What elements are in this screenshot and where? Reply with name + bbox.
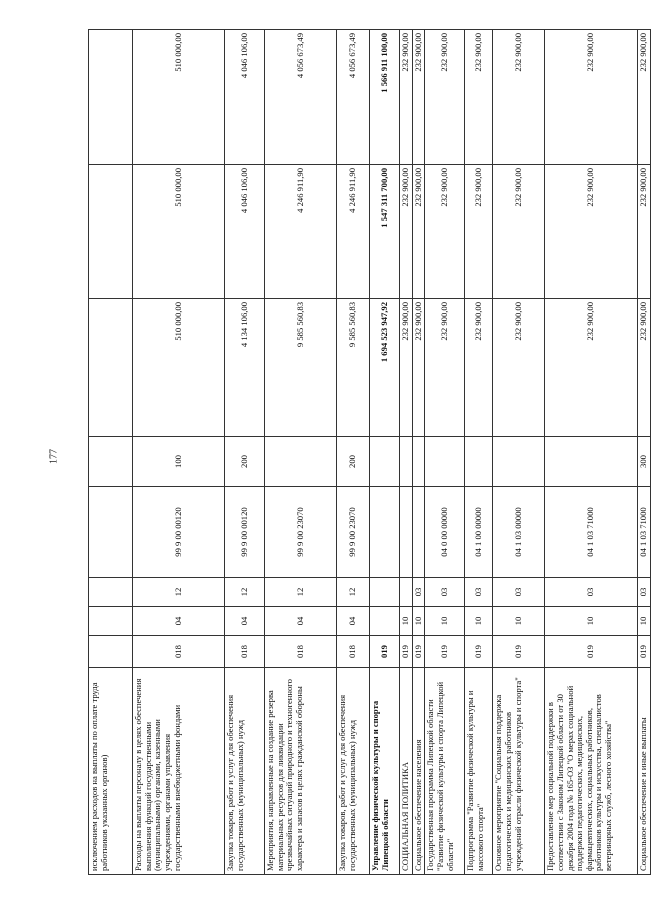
cell-amount-year3: 510 000,00 (133, 30, 225, 165)
cell-expense-type (493, 437, 545, 487)
cell-target-article (370, 487, 400, 578)
cell-amount-year1: 9 585 560,83 (337, 299, 370, 437)
cell-name: СОЦИАЛЬНАЯ ПОЛИТИКА (400, 668, 413, 875)
cell-name: Предоставление мер социальной поддержки в соответствии с Законом Липецкой области от 30 декабря 2004 года № 165-ОЗ "О мерах социальной поддержки педагогических, медицинских, фармацевтических, социальных работников, работников культуры и искусства, специалистов ветеринарных служб, лесного хозяйства" (545, 668, 638, 875)
cell-expense-type (89, 437, 133, 487)
cell-target-article: 04 1 03 71000 (545, 487, 638, 578)
cell-amount-year1: 1 694 523 947,92 (370, 299, 400, 437)
cell-ministry-code: 018 (337, 636, 370, 668)
cell-ministry-code: 019 (545, 636, 638, 668)
cell-name: Закупка товаров, работ и услуг для обеспечения государственных (муниципальных) нужд (337, 668, 370, 875)
cell-name: Мероприятия, направленные на создание резерва материальных ресурсов для ликвидации чрезвычайных ситуаций природного и техногенного характера и запасов в целях гражданской обороны (265, 668, 337, 875)
table-row (265, 30, 337, 875)
cell-amount-year3: 4 056 673,49 (337, 30, 370, 165)
cell-ministry-code: 019 (412, 636, 425, 668)
cell-amount-year3: 4 046 106,00 (225, 30, 265, 165)
table-row (638, 30, 651, 875)
cell-section: 10 (638, 607, 651, 636)
cell-expense-type (370, 437, 400, 487)
cell-ministry-code: 019 (400, 636, 413, 668)
cell-amount-year3: 232 900,00 (493, 30, 545, 165)
cell-target-article: 04 1 03 71000 (638, 487, 651, 578)
cell-amount-year3: 4 056 673,49 (265, 30, 337, 165)
cell-amount-year3: 232 900,00 (400, 30, 413, 165)
cell-ministry-code: 018 (225, 636, 265, 668)
cell-section: 10 (425, 607, 465, 636)
cell-amount-year2: 232 900,00 (465, 165, 493, 299)
cell-subsection: 03 (425, 578, 465, 607)
cell-expense-type (400, 437, 413, 487)
table-row (370, 30, 400, 875)
cell-amount-year1: 232 900,00 (545, 299, 638, 437)
table-row (400, 30, 413, 875)
cell-amount-year1: 232 900,00 (465, 299, 493, 437)
cell-subsection (400, 578, 413, 607)
cell-amount-year1 (89, 299, 133, 437)
cell-ministry-code: 019 (425, 636, 465, 668)
cell-amount-year2: 232 900,00 (425, 165, 465, 299)
cell-amount-year2: 510 000,00 (133, 165, 225, 299)
table-row (337, 30, 370, 875)
cell-section: 04 (225, 607, 265, 636)
cell-amount-year3 (89, 30, 133, 165)
cell-subsection: 12 (265, 578, 337, 607)
cell-ministry-code: 019 (370, 636, 400, 668)
table-row (545, 30, 638, 875)
cell-ministry-code (89, 636, 133, 668)
cell-ministry-code: 019 (638, 636, 651, 668)
cell-ministry-code: 018 (265, 636, 337, 668)
table-row (425, 30, 465, 875)
cell-name: Подпрограмма "Развитие физической культуры и массового спорта" (465, 668, 493, 875)
cell-expense-type: 200 (225, 437, 265, 487)
cell-amount-year2: 4 246 911,90 (265, 165, 337, 299)
cell-target-article: 99 9 00 23070 (265, 487, 337, 578)
table-row (412, 30, 425, 875)
cell-amount-year2: 232 900,00 (400, 165, 413, 299)
budget-table (88, 29, 651, 875)
cell-subsection: 03 (545, 578, 638, 607)
cell-section: 10 (465, 607, 493, 636)
cell-subsection: 12 (133, 578, 225, 607)
cell-section: 10 (400, 607, 413, 636)
cell-amount-year1: 232 900,00 (493, 299, 545, 437)
cell-amount-year1: 9 585 560,83 (265, 299, 337, 437)
cell-section: 10 (412, 607, 425, 636)
cell-section: 04 (265, 607, 337, 636)
table-row (465, 30, 493, 875)
table-body (89, 30, 651, 875)
cell-target-article: 04 1 03 00000 (493, 487, 545, 578)
cell-amount-year2 (89, 165, 133, 299)
cell-target-article: 04 0 00 00000 (425, 487, 465, 578)
table-row (493, 30, 545, 875)
cell-amount-year3: 232 900,00 (545, 30, 638, 165)
rotated-table-wrapper (88, 30, 649, 875)
cell-name: Закупка товаров, работ и услуг для обеспечения государственных (муниципальных) нужд (225, 668, 265, 875)
cell-subsection: 12 (337, 578, 370, 607)
cell-amount-year2: 232 900,00 (638, 165, 651, 299)
cell-section: 10 (493, 607, 545, 636)
cell-target-article: 99 9 00 00120 (133, 487, 225, 578)
cell-ministry-code: 019 (493, 636, 545, 668)
cell-amount-year2: 4 246 911,90 (337, 165, 370, 299)
cell-section (370, 607, 400, 636)
cell-subsection (370, 578, 400, 607)
cell-expense-type: 100 (133, 437, 225, 487)
cell-amount-year3: 232 900,00 (638, 30, 651, 165)
cell-ministry-code: 018 (133, 636, 225, 668)
cell-ministry-code: 019 (465, 636, 493, 668)
cell-subsection: 03 (638, 578, 651, 607)
cell-amount-year2: 232 900,00 (412, 165, 425, 299)
cell-target-article (89, 487, 133, 578)
cell-amount-year1: 232 900,00 (425, 299, 465, 437)
cell-amount-year2: 1 547 311 700,00 (370, 165, 400, 299)
cell-target-article: 04 1 00 00000 (465, 487, 493, 578)
cell-section: 04 (133, 607, 225, 636)
cell-section: 10 (545, 607, 638, 636)
cell-target-article: 99 9 00 23070 (337, 487, 370, 578)
cell-subsection: 03 (465, 578, 493, 607)
cell-amount-year3: 1 566 911 100,00 (370, 30, 400, 165)
cell-amount-year2: 232 900,00 (493, 165, 545, 299)
cell-amount-year1: 510 000,00 (133, 299, 225, 437)
cell-expense-type (412, 437, 425, 487)
cell-target-article (400, 487, 413, 578)
cell-name: Расходы на выплаты персоналу в целях обеспечения выполнения функций государственными (муниципальными) органами, казенными учреждениями, органами управления государственными внебюджетными фондами (133, 668, 225, 875)
cell-expense-type: 300 (638, 437, 651, 487)
cell-name: Социальное обеспечение населения (412, 668, 425, 875)
cell-amount-year2: 232 900,00 (545, 165, 638, 299)
cell-expense-type (465, 437, 493, 487)
cell-amount-year1: 232 900,00 (412, 299, 425, 437)
cell-expense-type (425, 437, 465, 487)
cell-expense-type (545, 437, 638, 487)
cell-expense-type (265, 437, 337, 487)
cell-name: Социальное обеспечение и иные выплаты (638, 668, 651, 875)
cell-expense-type: 200 (337, 437, 370, 487)
cell-target-article (412, 487, 425, 578)
cell-section: 04 (337, 607, 370, 636)
table-row (225, 30, 265, 875)
cell-name: Основное мероприятие "Социальная поддержка педагогических и медицинских работников учреждений отрасли физической культуры и спорта" (493, 668, 545, 875)
cell-section (89, 607, 133, 636)
cell-amount-year3: 232 900,00 (412, 30, 425, 165)
page-number: 177 (48, 449, 60, 464)
cell-amount-year2: 4 046 106,00 (225, 165, 265, 299)
cell-name: Государственная программа Липецкой области "Развитие физической культуры и спорта Липецкой области" (425, 668, 465, 875)
table-row (133, 30, 225, 875)
cell-target-article: 99 9 00 00120 (225, 487, 265, 578)
cell-name: Управление физической культуры и спорта Липецкой области (370, 668, 400, 875)
table-row (89, 30, 133, 875)
cell-subsection: 12 (225, 578, 265, 607)
cell-amount-year1: 232 900,00 (638, 299, 651, 437)
cell-subsection (89, 578, 133, 607)
cell-subsection: 03 (412, 578, 425, 607)
cell-amount-year1: 232 900,00 (400, 299, 413, 437)
cell-subsection: 03 (493, 578, 545, 607)
cell-name: исключением расходов на выплаты по оплате труда работников указанных органов) (89, 668, 133, 875)
cell-amount-year3: 232 900,00 (425, 30, 465, 165)
cell-amount-year1: 4 134 106,00 (225, 299, 265, 437)
cell-amount-year3: 232 900,00 (465, 30, 493, 165)
